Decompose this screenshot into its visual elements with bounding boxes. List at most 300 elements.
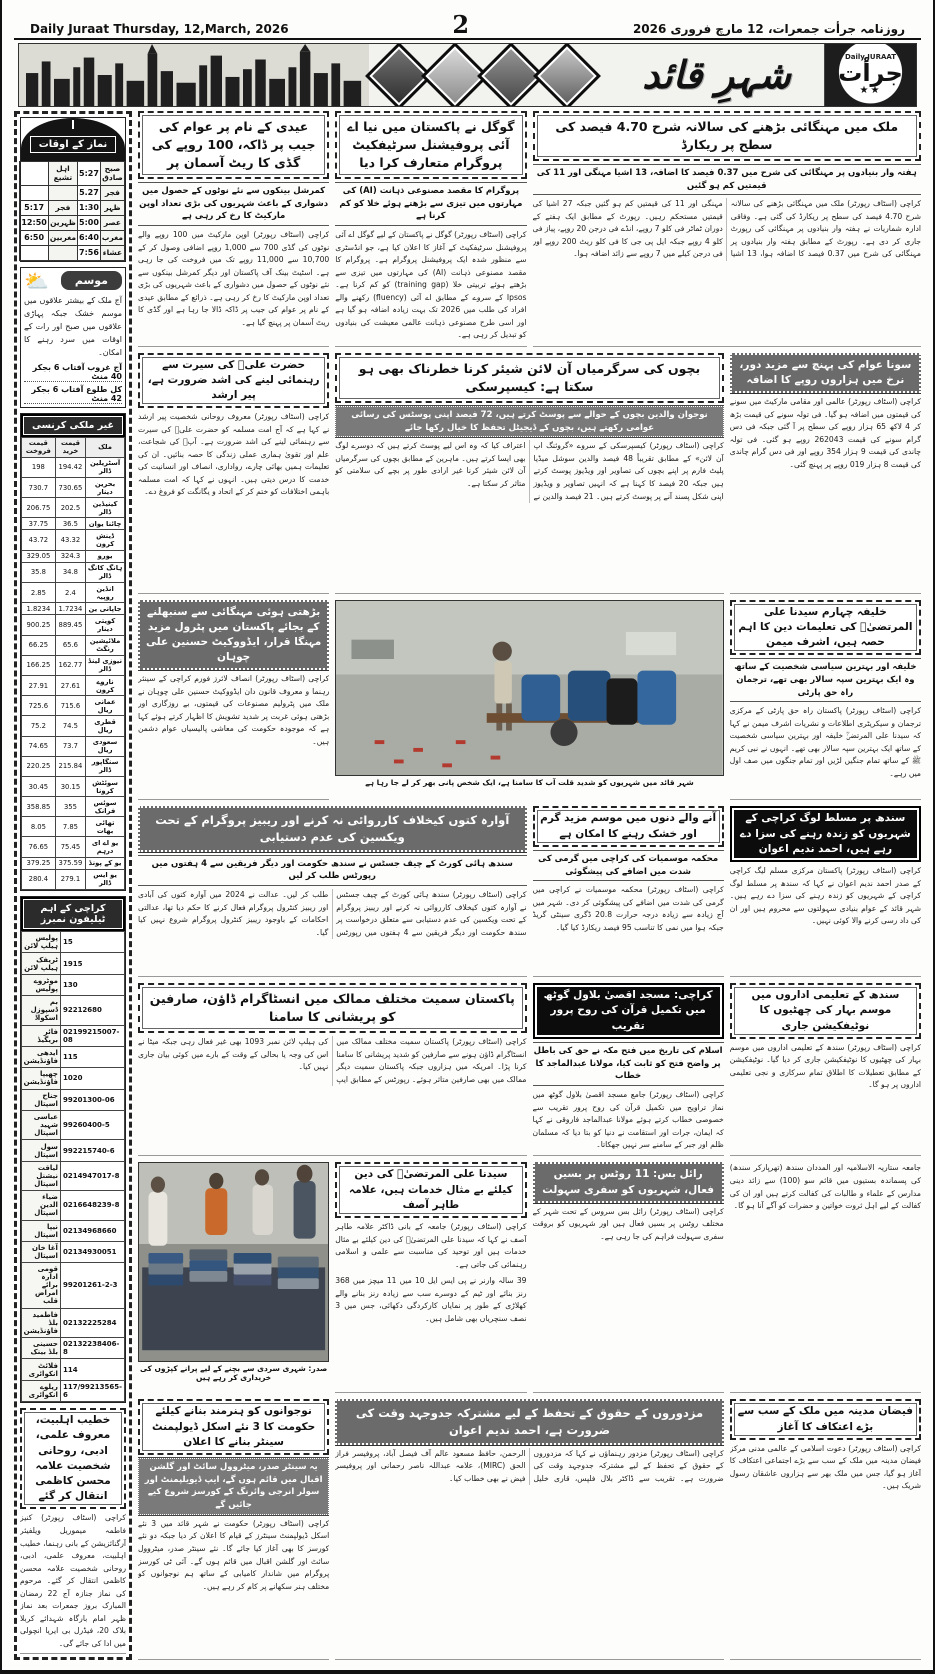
currency-sell: 76.65 <box>22 837 56 857</box>
phone-row <box>21 1111 124 1140</box>
prayer-alt-time: 6:50 <box>20 230 48 245</box>
prayer-rows <box>20 161 125 260</box>
prayer-row <box>20 230 125 245</box>
phone-number: 99201261-2-3 <box>60 1263 124 1308</box>
currency-buy: 730.65 <box>55 477 85 497</box>
phone-number: 02199215007-08 <box>60 1025 124 1046</box>
phone-numbers-table <box>21 931 125 1402</box>
currency-sell: 358.85 <box>22 797 56 817</box>
phone-number: 15 <box>60 932 124 953</box>
chohan-headline: بڑھتی ہوئی مہنگائی سے سنبھلنے کے بجائے پاکستان میں پٹرول مزید مہنگا قرار، ایڈووکیٹ حسنین علی چوہان <box>138 600 329 671</box>
article-stray-dogs <box>138 806 527 977</box>
currency-country: انڈین روپیہ <box>86 583 125 603</box>
kaspersky-headline: بچوں کی سرگرمیاں آن لائن شیئر کرنا خطرناک بھی ہو سکتا ہے: کیسپرسکی <box>335 353 724 403</box>
prayer-time: 5:00 <box>78 215 101 230</box>
madaris-body: جامعہ ستاریہ الاسلامیہ اور المددان سندھ (تھرپارکر سندھ) کی پسماندہ بستیوں میں قائم سو (100) سے زائد دینی مدارس کے علماء و طالبات کی کفالت کرتے ہیں اور ان کی کفالت کے لیے اہل ثروت خواتین و حضرات کو آگے آنا ہو گا۔ <box>729 1163 921 1211</box>
psl-brief-body: 39 سالہ وارنر نے پی ایس ایل 10 میں 11 میچز میں 368 رنز بنائے اور ٹیم کے دوسرے سب سے زیادہ رنز بنانے والے کھلاڑی کے طور پر نمایاں کارکردگی دکھائی، جس میں 3 نصف سنچریاں بھی شامل ہیں۔ <box>335 1276 527 1323</box>
hot-weather-headline: آنے والے دنوں میں موسم مزید گرم اور خشک رہنے کا امکان ہے <box>533 806 724 846</box>
article-chohan <box>138 600 329 801</box>
phone-number: 1915 <box>60 953 124 974</box>
obituary-body: کراچی (اسٹاف رپورٹر) کنیز فاطمہ میموریل ویلفیئر آرگنائزیشن کے بانی رہنما، خطیب اہلبیت، معروف علمی، ادبی، روحانی شخصیت علامہ محسن کاظمی انتقال کر گئے۔ مرحوم کی نماز جنازہ آج 22 رمضان المبارک بروز جمعرات بعد نماز ظہر امام بارگاہ شہدائے کربلا بلاک 20، فیڈرل بی ایریا انچولی میں ادا کی جائے گی۔ <box>20 1513 126 1648</box>
sun-cloud-icon: ⛅ <box>24 268 49 293</box>
obituary-headline: خطیب اہلبیت، معروف علمی، ادبی، روحانی شخصیت علامہ محسن کاظمی انتقال کر گئے <box>20 1408 126 1509</box>
currency-buy: 73.7 <box>55 736 85 756</box>
currency-buy: 36.5 <box>55 518 85 530</box>
currency-buy: 2.4 <box>55 583 85 603</box>
sidebar <box>14 111 132 1661</box>
currency-buy: 43.32 <box>55 530 85 550</box>
currency-header-row <box>22 437 125 457</box>
article-mussalat <box>730 806 921 977</box>
phone-number: 92212680 <box>60 996 124 1025</box>
faizan-body: کراچی (اسٹاف رپورٹر) دعوت اسلامی کے عالمی مدنی مرکز فیضان مدینہ میں ملک کے سب سے بڑے اجتماعی اعتکاف کا آغاز ہو گیا، جس میں ملک بھر سے ہزاروں عاشقان رسول شریک ہیں۔ <box>729 1443 921 1491</box>
currency-country: سنگاپور ڈالر <box>86 756 125 776</box>
phone-label: ٹریفک ہیلپ لائن <box>21 953 60 974</box>
currency-row <box>22 797 125 817</box>
prayer-row <box>20 215 125 230</box>
phone-row <box>21 953 124 974</box>
prayer-name: عصر <box>100 215 124 230</box>
phone-label: موٹروے پولیس <box>21 974 60 995</box>
phone-rows <box>21 932 124 1402</box>
currency-sell: 206.75 <box>22 498 56 518</box>
content <box>14 111 921 1661</box>
currency-sell: 37.75 <box>22 518 56 530</box>
phone-label: جناح اسپتال <box>21 1089 60 1110</box>
urdu-dateline: روزنامہ جرأت جمعرات، 12 مارچ فروری 2026 <box>632 21 905 36</box>
article-inflation <box>533 111 922 347</box>
currency-title: غیر ملکی کرنسی <box>21 414 125 437</box>
currency-row <box>22 603 125 615</box>
currency-country: یو کے پونڈ <box>86 857 125 869</box>
article-kaspersky <box>335 353 724 594</box>
masjid-body: کراچی (اسٹاف رپورٹر) جامع مسجد اقصیٰ بلاول گوٹھ میں نماز تراویح میں تکمیل قرآن کی روح پرور تقریب سے خصوصی خطاب کرتے ہوئے مولانا عبدالماجد فاروقی نے کہا کہ ایمان، جرات اور استقامت نے دنیا کو بتا دیا کہ مسلمان ظلم اور جبر کے سامنے سر نہیں جھکاتا۔ <box>532 1090 724 1150</box>
phone-number: 99260400-5 <box>60 1111 124 1140</box>
phone-label: فلائٹ انکوائری <box>21 1359 60 1380</box>
phone-row <box>21 974 124 995</box>
currency-country: کویتی دینار <box>86 615 125 635</box>
prayer-time: 1:30 <box>78 200 101 215</box>
currency-header-country: ملک <box>86 437 125 457</box>
article-masjid-aqsa <box>533 983 724 1156</box>
currency-buy: 27.61 <box>55 675 85 695</box>
phone-row <box>21 1068 124 1089</box>
prayer-alt-name: اہل تشیع <box>48 161 77 185</box>
currency-row <box>22 550 125 562</box>
currency-row <box>22 518 125 530</box>
phone-label: قومی ادارہ برائے امراض قلب <box>21 1263 60 1308</box>
currency-sell: 220.25 <box>22 756 56 776</box>
labour-body: کراچی (اسٹاف رپورٹر) مزدور رہنماؤں نے کہا کہ مزدوروں کے حقوق کے تحفظ کے لیے مشترکہ جدوجہد وقت کی ضرورت ہے۔ تقریب سے ڈاکٹر بلال فلپس، قاری خلیل الرحمن، حافظ مسعود عالم آف فیصل آباد، پروفیسر فراز الحق (MIRC)، علامہ عبداللہ ناصر رحمانی اور پروفیسر فیض نے بھی خطاب کیا۔ <box>335 1448 724 1483</box>
prayer-times-table <box>19 161 125 261</box>
royal-bus-body: کراچی (اسٹاف رپورٹر) رائل بس سروس کے تحت شہر کے مختلف روٹس پر بسیں فعال ہیں اور شہریوں کو بروقت سفری سہولت فراہم کی جا رہی ہے۔ <box>532 1206 724 1241</box>
khalifa-subheadline: خلیفہ اور بہترین سیاسی شخصیت کے ساتھ وہ ایک بہترین سپہ سالار بھی تھے، ترجمان راہ حق پارٹی <box>730 658 921 702</box>
currency-sell: 329.05 <box>22 550 56 562</box>
phone-number: 02134930051 <box>60 1241 124 1262</box>
phone-label: فائر بریگیڈ <box>21 1025 60 1046</box>
prayer-alt-time: 5:17 <box>20 200 48 215</box>
article-google-ai <box>335 111 526 347</box>
water-cart-photo-block <box>335 600 724 801</box>
currency-row <box>22 857 125 869</box>
currency-buy: 202.5 <box>55 498 85 518</box>
currency-country: یو اے ای درہم <box>86 837 125 857</box>
clothes-market-photo <box>138 1162 329 1362</box>
currency-buy: 7.85 <box>55 817 85 837</box>
phone-label: ضیاء الدین اسپتال <box>21 1191 60 1220</box>
prayer-name: عشاء <box>100 245 124 260</box>
google-headline: گوگل نے پاکستان میں نیا اے آئی پروفیشنل سرٹیفکیٹ پروگرام متعارف کرا دیا <box>335 111 526 179</box>
phone-number: 117/99213565-6 <box>60 1380 124 1401</box>
currency-buy: 889.45 <box>55 615 85 635</box>
hot-weather-subheadline: محکمہ موسمیات کی کراچی میں گرمی کی شدت میں اضافے کی پیشگوئی <box>533 850 724 882</box>
currency-country: ناروے کرون <box>86 675 125 695</box>
currency-buy: 74.5 <box>55 716 85 736</box>
prayer-times-card <box>20 117 126 262</box>
phone-label: حسینی بلڈ بینک <box>21 1338 60 1359</box>
prayer-time: 6:40 <box>78 230 101 245</box>
currency-row <box>22 675 125 695</box>
currency-sell: 166.25 <box>22 655 56 675</box>
currency-buy: 279.1 <box>55 869 85 889</box>
prayer-time: 7:56 <box>78 245 101 260</box>
currency-row <box>22 869 125 889</box>
phone-row <box>21 1191 124 1220</box>
weather-card <box>20 267 126 408</box>
currency-sell: 280.4 <box>22 869 56 889</box>
phone-label: ریلوے انکوائری <box>21 1380 60 1401</box>
masjid-subheadline: اسلام کی تاریخ میں فتح مکہ نے حق کی باطل پر واضح فتح کو ثابت کیا، مولانا عبدالماجد کا خطاب <box>533 1042 724 1086</box>
currency-sell: 43.72 <box>22 530 56 550</box>
phone-number: 1020 <box>60 1068 124 1089</box>
royal-bus-headline: رائل بس: 11 روٹس پر بسیں فعال، شہریوں کو سفری سہولت <box>533 1162 724 1202</box>
currency-sell: 35.8 <box>22 562 56 582</box>
hot-weather-body: کراچی (اسٹاف رپورٹر) محکمہ موسمیات نے کراچی میں گرمی کی شدت میں اضافے کی پیشگوئی کر دی۔ شہر میں آج زیادہ سے زیادہ درجہ حرارت 20.8 ڈگری سینٹی گریڈ جبکہ ہوا میں نمی کا تناسب 95 فیصد ریکارڈ کیا گیا۔ <box>532 885 724 932</box>
eidi-headline: عیدی کے نام پر عوام کی جیب پر ڈاکہ، 100 روپے کی گڈی کا ریٹ آسمان پر <box>138 111 329 179</box>
phone-row <box>21 1338 124 1359</box>
currency-buy: 355 <box>55 797 85 817</box>
phone-number: 99201300-06 <box>60 1089 124 1110</box>
currency-row <box>22 635 125 655</box>
currency-row <box>22 562 125 582</box>
phone-numbers-card <box>20 896 126 1403</box>
phone-label: چھیپا فاؤنڈیشن <box>21 1068 60 1089</box>
phone-row <box>21 1025 124 1046</box>
masjid-headline: کراچی: مسجد اقصیٰ بلاول گوٹھ میں تکمیل قرآن کی روح پرور تقریب <box>533 983 724 1039</box>
prayer-time: 5.27 <box>78 185 101 200</box>
clothes-market-photo-block <box>138 1162 329 1393</box>
currency-card <box>20 413 126 892</box>
prayer-name: مغرب <box>100 230 124 245</box>
phone-label: آغا خان اسپتال <box>21 1241 60 1262</box>
phone-label: عباسی شہید اسپتال <box>21 1111 60 1140</box>
prayer-alt-time <box>20 245 48 260</box>
currency-buy: 65.6 <box>55 635 85 655</box>
prayer-alt-name: ظہرین <box>48 215 77 230</box>
currency-row <box>22 837 125 857</box>
currency-row <box>22 696 125 716</box>
currency-country: عمانی ریال <box>86 696 125 716</box>
currency-country: آسٹریلین ڈالر <box>86 457 125 477</box>
currency-country: سوئٹش کرونا <box>86 776 125 796</box>
prayer-alt-name: فجر <box>48 200 77 215</box>
phone-row <box>21 996 124 1025</box>
currency-buy: 162.77 <box>55 655 85 675</box>
currency-buy: 715.6 <box>55 696 85 716</box>
currency-sell: 730.7 <box>22 477 56 497</box>
currency-country: یورو <box>86 550 125 562</box>
article-madaris-brief <box>730 1162 921 1393</box>
skyline-silhouette <box>19 44 369 106</box>
currency-sell: 2.85 <box>22 583 56 603</box>
phone-row <box>21 932 124 953</box>
currency-country: سوئس فرانک <box>86 797 125 817</box>
dogs-headline: آوارہ کتوں کیخلاف کارروائی نہ کرنے اور ریبیز پروگرام کے تحت ویکسین کی عدم دستیابی <box>138 806 527 851</box>
google-subheadline: پروگرام کا مقصد مصنوعی ذہانت (AI) کی مہارتوں میں تیزی سے بڑھتے ہوئے خلا کو کم کرنا ہے <box>335 182 526 226</box>
logo-main-text: جرأت <box>838 59 903 88</box>
phone-number: 02132238406-8 <box>60 1338 124 1359</box>
dogs-body: کراچی (اسٹاف رپورٹر) سندھ ہائی کورٹ کے چیف جسٹس نے آوارہ کتوں کیخلاف کارروائی نہ کرنے اور ریبیز پروگرام کے تحت ویکسین کی عدم دستیابی سے متعلق درخواست پر سندھ حکومت اور دیگر فریقین سے 4 ہفتوں میں رپورٹس طلب کر لیں۔ عدالت نے 2024 میں آوارہ کتوں کی آبادی اور ریبیز کنٹرول پروگرام فعال کرنے کا حکم دیا تھا، عدالتی احکامات کے باوجود ریبیز کنٹرول پروگرام شروع نہیں کیا گیا۔ <box>138 890 527 937</box>
hazrat-ali-body: کراچی (اسٹاف رپورٹر) معروف روحانی شخصیت پیر ارشد نے کہا ہے کہ آج امت مسلمہ کو حضرت علیؓ کی سیرت سے رہنمائی لینے کی اشد ضرورت ہے۔ آپؓ کی شجاعت، علم اور تقویٰ ہماری عملی زندگی کا حصہ بنائیں۔ ان کی تعلیمات ہمیں بھائی چارے، رواداری، انصاف اور انسانیت کی خدمت کا درس دیتی ہیں۔ انہوں نے کہا کہ امت مسلمہ باہمی اختلافات کو ختم کر کے اتحاد و یگانگت کو فروغ دے۔ <box>138 412 330 497</box>
currency-row <box>22 655 125 675</box>
article-hazrat-ali <box>138 353 329 594</box>
phone-number: 02132225284 <box>60 1308 124 1337</box>
phone-number: 992215740-6 <box>60 1140 124 1161</box>
phone-row <box>21 1220 124 1241</box>
phone-row <box>21 1089 124 1110</box>
phone-number: 130 <box>60 974 124 995</box>
phone-label: فاطمید بلڈ فاؤنڈیشن <box>21 1308 60 1337</box>
currency-buy: 34.8 <box>55 562 85 582</box>
diamond-photo-4 <box>533 43 601 107</box>
currency-row <box>22 457 125 477</box>
currency-sell: 1.8234 <box>22 603 56 615</box>
schools-body: کراچی (اسٹاف رپورٹر) سندھ کے تعلیمی اداروں میں موسم بہار کی چھٹیوں کا نوٹیفکیشن جاری کر دیا گیا۔ نوٹیفکیشن کے مطابق تعطیلات کا اطلاق تمام سرکاری و نجی تعلیمی اداروں پر ہو گا۔ <box>729 1042 921 1090</box>
phone-row <box>21 1359 124 1380</box>
phone-row <box>21 1161 124 1190</box>
minaret-icon <box>72 120 74 129</box>
article-obituary <box>20 1408 126 1654</box>
kaspersky-body: کراچی (اسٹاف رپورٹر) کیسپرسکی کے سروے «گروئنگ اپ آن لائن» کے مطابق تقریباً 48 فیصد والدین سوشل میڈیا پلیٹ فارم پر اپنے بچوں کی تصاویر اور ویڈیوز پوسٹ کرتے ہیں جبکہ 20 فیصد کا کہنا ہے کہ انہیں تصاویر و ویڈیوز اپنی شکل پسند آنے پر پوسٹ کرتے ہیں۔ 21 فیصد والدین نے اعتراف کیا کہ وہ اس لیے پوسٹ کرتے ہیں کہ دوسرے لوگ بھی ایسا کرتے ہیں۔ ماہرین کے مطابق بچوں کی سرگرمیاں آن لائن شیئر کرنا غیر ارادی طور پر بچے کی سلامتی کو متاثر کر سکتا ہے۔ <box>335 441 724 501</box>
phone-row <box>21 1046 124 1067</box>
weather-title: موسم <box>61 271 122 290</box>
currency-row <box>22 477 125 497</box>
page-number: 2 <box>452 10 470 39</box>
currency-row <box>22 498 125 518</box>
prayer-alt-name: مغربین <box>48 230 77 245</box>
prayer-alt-time <box>20 185 48 200</box>
currency-country: یو ایس ڈالر <box>86 869 125 889</box>
sunrise-time: کل طلوع آفتاب 6 بجکر 42 منٹ <box>24 385 122 404</box>
water-cart-photo <box>335 600 724 776</box>
article-sayyidna-services <box>335 1162 526 1393</box>
prayer-time: 5:27 <box>78 161 101 185</box>
google-body: کراچی (اسٹاف رپورٹر) گوگل نے پاکستان کے لیے گوگل اے آئی پروفیشنل سرٹیفکیٹ کے آغاز کا اعلان کیا ہے، جو انڈسٹری سے منظور شدہ ایک پروفیشنل پروگرام ہے۔ پروگرام کا مقصد مصنوعی ذہانت (AI) کی مہارتوں میں تیزی سے بڑھتے ہوئے تربیتی خلا (training gap) کو کم کرنا ہے۔ Ipsos کے سروے کے مطابق اے آئی (fluency) رکھنے والے افراد کی طلب میں 2026 تک بہت زیادہ اضافہ ہو گیا ہے اور اسی طرح مصنوعی ذہانت عالمی معیشت کی بنیادوں کو تبدیل کر رہی ہے۔ <box>335 230 527 340</box>
currency-row <box>22 716 125 736</box>
currency-row <box>22 817 125 837</box>
diamond-photos <box>369 44 609 106</box>
skills-headline: نوجوانوں کو ہنرمند بنانے کیلئے حکومت کا 3 نئے اسکل ڈیولپمنٹ سینٹر بنانے کا اعلان <box>138 1399 329 1455</box>
currency-sell: 27.91 <box>22 675 56 695</box>
prayer-row <box>20 161 125 185</box>
clothes-market-illustration <box>139 1163 328 1361</box>
currency-buy: 375.59 <box>55 857 85 869</box>
prayer-name: ظہر <box>100 200 124 215</box>
currency-row <box>22 776 125 796</box>
inflation-headline: ملک میں مہنگائی بڑھنے کی سالانہ شرح 4.70 فیصد کی سطح پر ریکارڈ <box>533 111 922 161</box>
phone-number: 02134968660 <box>60 1220 124 1241</box>
phone-label: نیپا اسپتال <box>21 1220 60 1241</box>
prayer-alt-name <box>48 245 77 260</box>
labour-headline: مزدوروں کے حقوق کے تحفظ کے لیے مشترکہ جدوجہد وقت کی ضرورت ہے، احمد ندیم اعوان <box>335 1399 724 1444</box>
phone-label: پولیس ہیلپ لائن <box>21 932 60 953</box>
logo-stars: ★★ <box>859 85 882 97</box>
khalifa-headline: خلیفہ چہارم سیدنا علی المرتضیٰؓ کی تعلیمات دین کا اہم حصہ ہیں، اشرف میمن <box>730 600 921 656</box>
mussalat-body: کراچی (اسٹاف رپورٹر) پاکستان مرکزی مسلم لیگ کراچی کے صدر احمد ندیم اعوان نے کہا کہ سندھ پر مسلط لوگ کراچی کے شہریوں کو زندہ رہنے کی سزا دے رہے ہیں۔ شہر قائد کے عوام بنیادی سہولتوں سے محروم ہیں اور ان کی داد رسی کرنے والا کوئی نہیں۔ <box>729 866 921 926</box>
phone-number: 114 <box>60 1359 124 1380</box>
skills-body: کراچی (اسٹاف رپورٹر) حکومت نے شہر قائد میں 3 نئے اسکل ڈیولپمنٹ سینٹرز کے قیام کا اعلان کر دیا جبکہ دو نئے کورسز کا بھی آغاز کیا جائے گا۔ نئے سینٹر صدر، میٹروول سائٹ اور گلشن اقبال میں قائم ہوں گے۔ آئی ٹی کورسز پروگرام میں شاندار کامیابی کے ساتھ ہم نوجوانوں کو مختلف ہنر سکھانے پر کام کر رہے ہیں۔ <box>138 1518 330 1591</box>
prayer-alt-name <box>48 185 77 200</box>
phone-row <box>21 1140 124 1161</box>
prayer-name: صبح صادق <box>100 161 124 185</box>
weather-text: آج ملک کے بیشتر علاقوں میں موسم خشک جبکہ پہاڑی علاقوں میں صبح اور رات کے اوقات میں سرد رہنے کا امکان۔ <box>24 295 122 358</box>
article-gold-price <box>730 353 921 594</box>
currency-country: تھائی بھات <box>86 817 125 837</box>
phone-label: لیاقت نیشنل اسپتال <box>21 1161 60 1190</box>
eidi-body: کراچی (اسٹاف رپورٹر) اوپن مارکیٹ میں 100 روپے والے نوٹوں کی گڈی 700 سے 1,000 روپے اضافی وصول کر کے 10,700 سے 11,000 روپے تک میں فروخت کی جا رہی ہے۔ اسٹیٹ بینک آف پاکستان اور دیگر کمرشل بینکوں سے نئے نوٹوں کے حصول میں دشواری کے باعث شہریوں کی بڑی تعداد اوپن مارکیٹ کا رخ کر رہی ہے۔ ذرائع کے مطابق عیدی کے نام پر عوام کی جیب پر ڈاکہ ڈالا جا رہا ہے اور گڈی کا ریٹ آسمان پر پہنچ گیا ہے۔ <box>138 230 330 327</box>
article-school-holidays <box>730 983 921 1156</box>
currency-sell: 66.25 <box>22 635 56 655</box>
prayer-name: فجر <box>100 185 124 200</box>
currency-buy: 75.45 <box>55 837 85 857</box>
currency-buy: 215.84 <box>55 756 85 776</box>
currency-sell: 75.2 <box>22 716 56 736</box>
schools-headline: سندھ کے تعلیمی اداروں میں موسم بہار کی چھٹیوں کا نوٹیفکیشن جاری <box>730 983 921 1039</box>
phone-row <box>21 1308 124 1337</box>
skills-subheadline: یہ سینٹر صدر، میٹروول سائٹ اور گلشن اقبال میں قائم ہوں گے، ایپ ڈیویلپمنٹ اور سولر انرجی وائرنگ کے کورسز شروع کیے جائیں گے <box>138 1458 329 1515</box>
currency-country: کینیڈین ڈالر <box>86 498 125 518</box>
currency-header-sell: قیمت فروخت <box>22 437 56 457</box>
currency-country: قطری ریال <box>86 716 125 736</box>
inflation-body: کراچی (اسٹاف رپورٹر) ملک میں مہنگائی بڑھنے کی سالانہ شرح 4.70 فیصد کی سطح پر ریکارڈ کی گئی ہے۔ وفاقی ادارہ شماریات نے ہفتہ وار بنیادوں پر مہنگائی کی رپورٹ جاری کر دی ہے۔ رپورٹ کے مطابق ہفتہ وار بنیادوں پر مہنگائی کی شرح میں 0.37 فیصد کا اضافہ ہوا، 13 اشیا مہنگی اور 11 کی قیمتیں کم ہو گئیں جبکہ 27 اشیا کی قیمتیں مستحکم رہیں۔ رپورٹ کے مطابق ایک ہفتے کے دوران ٹماٹر فی کلو 7 روپے، انڈے فی درجن 20 روپے، پیاز فی کلو 4 روپے جبکہ ایل پی جی کا فی کلو ریٹ 200 روپے اور فی درجن کیلے میں 7 روپے سے زائد اضافہ ہوا۔ <box>532 199 921 259</box>
dogs-subheadline: سندھ ہائی کورٹ کے چیف جسٹس نے سندھ حکومت اور دیگر فریقین سے 4 ہفتوں میں رپورٹس طلب کر لیں <box>138 855 527 887</box>
hazrat-ali-headline: حضرت علیؓ کی سیرت سے رہنمائی لینے کی اشد ضرورت ہے، پیر ارشد <box>138 353 329 409</box>
phone-number: 0214947017-8 <box>60 1161 124 1190</box>
currency-country: چائنا یوان <box>86 518 125 530</box>
sayyidna-body: کراچی (اسٹاف رپورٹر) جامعہ کے بانی ڈاکٹر علامہ طاہر آصف نے کہا کہ سیدنا علی المرتضیٰؓ کی دین کیلئے بے مثال خدمات ہیں اور توحید کی مناسبت سے علمی و اسلامی رہنمائی کی جاتی ہے۔ <box>335 1222 527 1269</box>
prayer-alt-time <box>20 161 48 185</box>
currency-row <box>22 615 125 635</box>
sunset-time: آج غروب آفتاب 6 بجکر 40 منٹ <box>24 363 122 382</box>
currency-header-buy: قیمت خرید <box>55 437 85 457</box>
phone-label: ایدھی فاؤنڈیشن <box>21 1046 60 1067</box>
phone-row <box>21 1380 124 1401</box>
paper-logo <box>824 44 916 106</box>
currency-row <box>22 583 125 603</box>
kaspersky-subheadline: نوجوان والدین بچوں کے حوالے سے پوسٹ کرتے ہیں، 72 فیصد اپنی پوسٹس کی رسائی عوامی رکھتے ہیں، بچوں کے ڈیجیٹل تحفظ کا خیال رکھا جائے <box>335 406 724 438</box>
currency-sell: 30.45 <box>22 776 56 796</box>
instagram-headline: پاکستان سمیت مختلف ممالک میں انسٹاگرام ڈاؤن، صارفین کو پریشانی کا سامنا <box>138 983 527 1033</box>
inflation-subheadline: ہفتہ وار بنیادوں پر مہنگائی کی شرح میں 0.37 فیصد کا اضافہ، 13 اشیا مہنگی اور 11 کی قیمتیں کم ہو گئیں <box>533 164 922 196</box>
section-title: شہرِ قائد <box>642 52 791 97</box>
main-articles <box>138 111 921 1661</box>
prayer-row <box>20 245 125 260</box>
gold-body: کراچی (اسٹاف رپورٹر) عالمی اور مقامی مارکیٹ میں سونے کی قیمتوں میں اضافہ ہو گیا۔ فی تولہ سونے کی قیمت بڑھ کر 4 لاکھ 65 ہزار روپے کی سطح پر آ گئی جبکہ فی دس گرام سونے کی قیمت 262043 روپے ہو گئی۔ فی تولہ چاندی کی قیمت 9 ہزار 354 روپے اور فی دس گرام چاندی کی قیمت 8 ہزار 019 روپے پر پہنچ گئی۔ <box>729 397 921 469</box>
article-skill-centers <box>138 1399 329 1660</box>
currency-country: جاپانی ین <box>86 603 125 615</box>
faizan-headline: فیضان مدینہ میں ملک کے سب سے بڑے اعتکاف کا آغاز <box>730 1399 921 1439</box>
article-eidi-cash <box>138 111 329 347</box>
currency-rows <box>22 457 125 889</box>
currency-country: سعودی ریال <box>86 736 125 756</box>
water-cart-illustration <box>336 601 723 775</box>
currency-buy: 324.3 <box>55 550 85 562</box>
english-dateline: Daily Juraat Thursday, 12,March, 2026 <box>30 21 289 36</box>
currency-country: ملائیشین رنگٹ <box>86 635 125 655</box>
article-labour-rights <box>335 1399 724 1660</box>
phone-label: بم ڈسپوزل اسکواڈ <box>21 996 60 1025</box>
instagram-body: کراچی (اسٹاف رپورٹر) پاکستان سمیت مختلف ممالک میں انسٹاگرام ڈاؤن ہونے سے صارفین کو شدید پریشانی کا سامنا کرنا پڑا۔ امریکہ میں ہزاروں جبکہ پاکستان سمیت دیگر ممالک میں بھی صارفین متاثر ہوئے۔ رپورٹس کے مطابق ایپ کی ہیلپ لائن نمبر 1093 بھی غیر فعال رہی جبکہ میٹا نے اس کی وجہ یا بحالی کے وقت کے بارے میں کوئی بیان جاری نہیں کیا۔ <box>138 1037 527 1084</box>
article-instagram-down <box>138 983 527 1156</box>
clothes-photo-caption: صدر: شہری سردی سے بچنے کے لیے پرانے کپڑوں کی خریداری کر رہے ہیں <box>139 1364 328 1383</box>
currency-row <box>22 736 125 756</box>
logo-top-text: Daily JURAAT <box>844 53 897 62</box>
article-royal-bus <box>533 1162 724 1393</box>
prayer-row <box>20 185 125 200</box>
currency-sell: 74.65 <box>22 736 56 756</box>
currency-country: نیوزی لینڈ ڈالر <box>86 655 125 675</box>
phone-numbers-title: کراچی کے اہم ٹیلیفون نمبرز <box>21 897 125 931</box>
chohan-body: کراچی (اسٹاف رپورٹر) انصاف لائرز فورم کراچی کے سینئر رہنما و معروف قانون دان ایڈووکیٹ حسنین علی چوہان نے ملک میں پٹرولیم مصنوعات کی قیمتوں، بے روزگاری اور بڑھتی ہوئی غربت پر شدید تشویش کا اظہار کرتے ہوئے کہا ہے کہ موجودہ حکومت کی معاشی پالیسیاں عوام دشمن ہیں۔ <box>138 674 330 746</box>
currency-country: ڈینش کرون <box>86 530 125 550</box>
currency-sell: 8.05 <box>22 817 56 837</box>
water-photo-caption: شہر قائد میں شہریوں کو شدید قلت آب کا سامنا ہے، ایک شخص پانی بھر کر لے جا رہا ہے <box>365 777 694 787</box>
phone-label: سول اسپتال <box>21 1140 60 1161</box>
article-khalifa <box>730 600 921 801</box>
currency-table <box>21 437 125 891</box>
currency-row <box>22 756 125 776</box>
phone-row <box>21 1241 124 1262</box>
currency-sell: 725.6 <box>22 696 56 716</box>
prayer-times-title: نماز کے اوقات <box>30 136 117 153</box>
currency-country: بحرین دینار <box>86 477 125 497</box>
gold-headline: سونا عوام کی پہنچ سے مزید دور، نرخ میں ہزاروں روپے کا اضافہ <box>730 353 921 393</box>
khalifa-body: کراچی (اسٹاف رپورٹر) پاکستان راہ حق پارٹی کے مرکزی ترجمان و سیکریٹری اطلاعات و نشریات اشرف میمن نے کہا کہ سیدنا علی المرتضیٰؓ خلیفہ اور بہترین سیاسی شخصیت کے ساتھ ایک بہترین سپہ سالار بھی تھے۔ انہوں نے نبی کریم ﷺ کے ساتھ تمام جنگیں لڑیں اور تمام جنگوں میں صف اول میں رہے۔ <box>729 706 921 778</box>
phone-number: 115 <box>60 1046 124 1067</box>
currency-buy: 194.42 <box>55 457 85 477</box>
skyline-photo <box>19 44 369 106</box>
prayer-alt-time: 12:50 <box>20 215 48 230</box>
currency-buy: 1.7234 <box>55 603 85 615</box>
prayer-row <box>20 200 125 215</box>
currency-country: ہانگ کانگ ڈالر <box>86 562 125 582</box>
sayyidna-headline: سیدنا علی المرتضیٰؓ کی دین کیلئے بے مثال خدمات ہیں، علامہ طاہر آصف <box>335 1162 526 1218</box>
masthead <box>18 43 917 107</box>
mosque-silhouette <box>21 118 125 161</box>
article-hot-weather <box>533 806 724 977</box>
phone-row <box>21 1263 124 1308</box>
mussalat-headline: سندھ پر مسلط لوگ کراچی کے شہریوں کو زندہ رہنے کی سزا دے رہے ہیں، احمد ندیم اعوان <box>730 806 921 862</box>
eidi-subheadline: کمرشل بینکوں سے نئے نوٹوں کے حصول میں دشواری کے باعث شہریوں کی بڑی تعداد اوپن مارکیٹ کا رخ کر رہی ہے <box>138 182 329 226</box>
currency-sell: 900.25 <box>22 615 56 635</box>
article-faizan-itikaf <box>730 1399 921 1660</box>
currency-sell: 379.25 <box>22 857 56 869</box>
currency-buy: 30.15 <box>55 776 85 796</box>
currency-row <box>22 530 125 550</box>
currency-sell: 198 <box>22 457 56 477</box>
phone-number: 0216648239-8 <box>60 1191 124 1220</box>
top-bar <box>14 10 921 40</box>
